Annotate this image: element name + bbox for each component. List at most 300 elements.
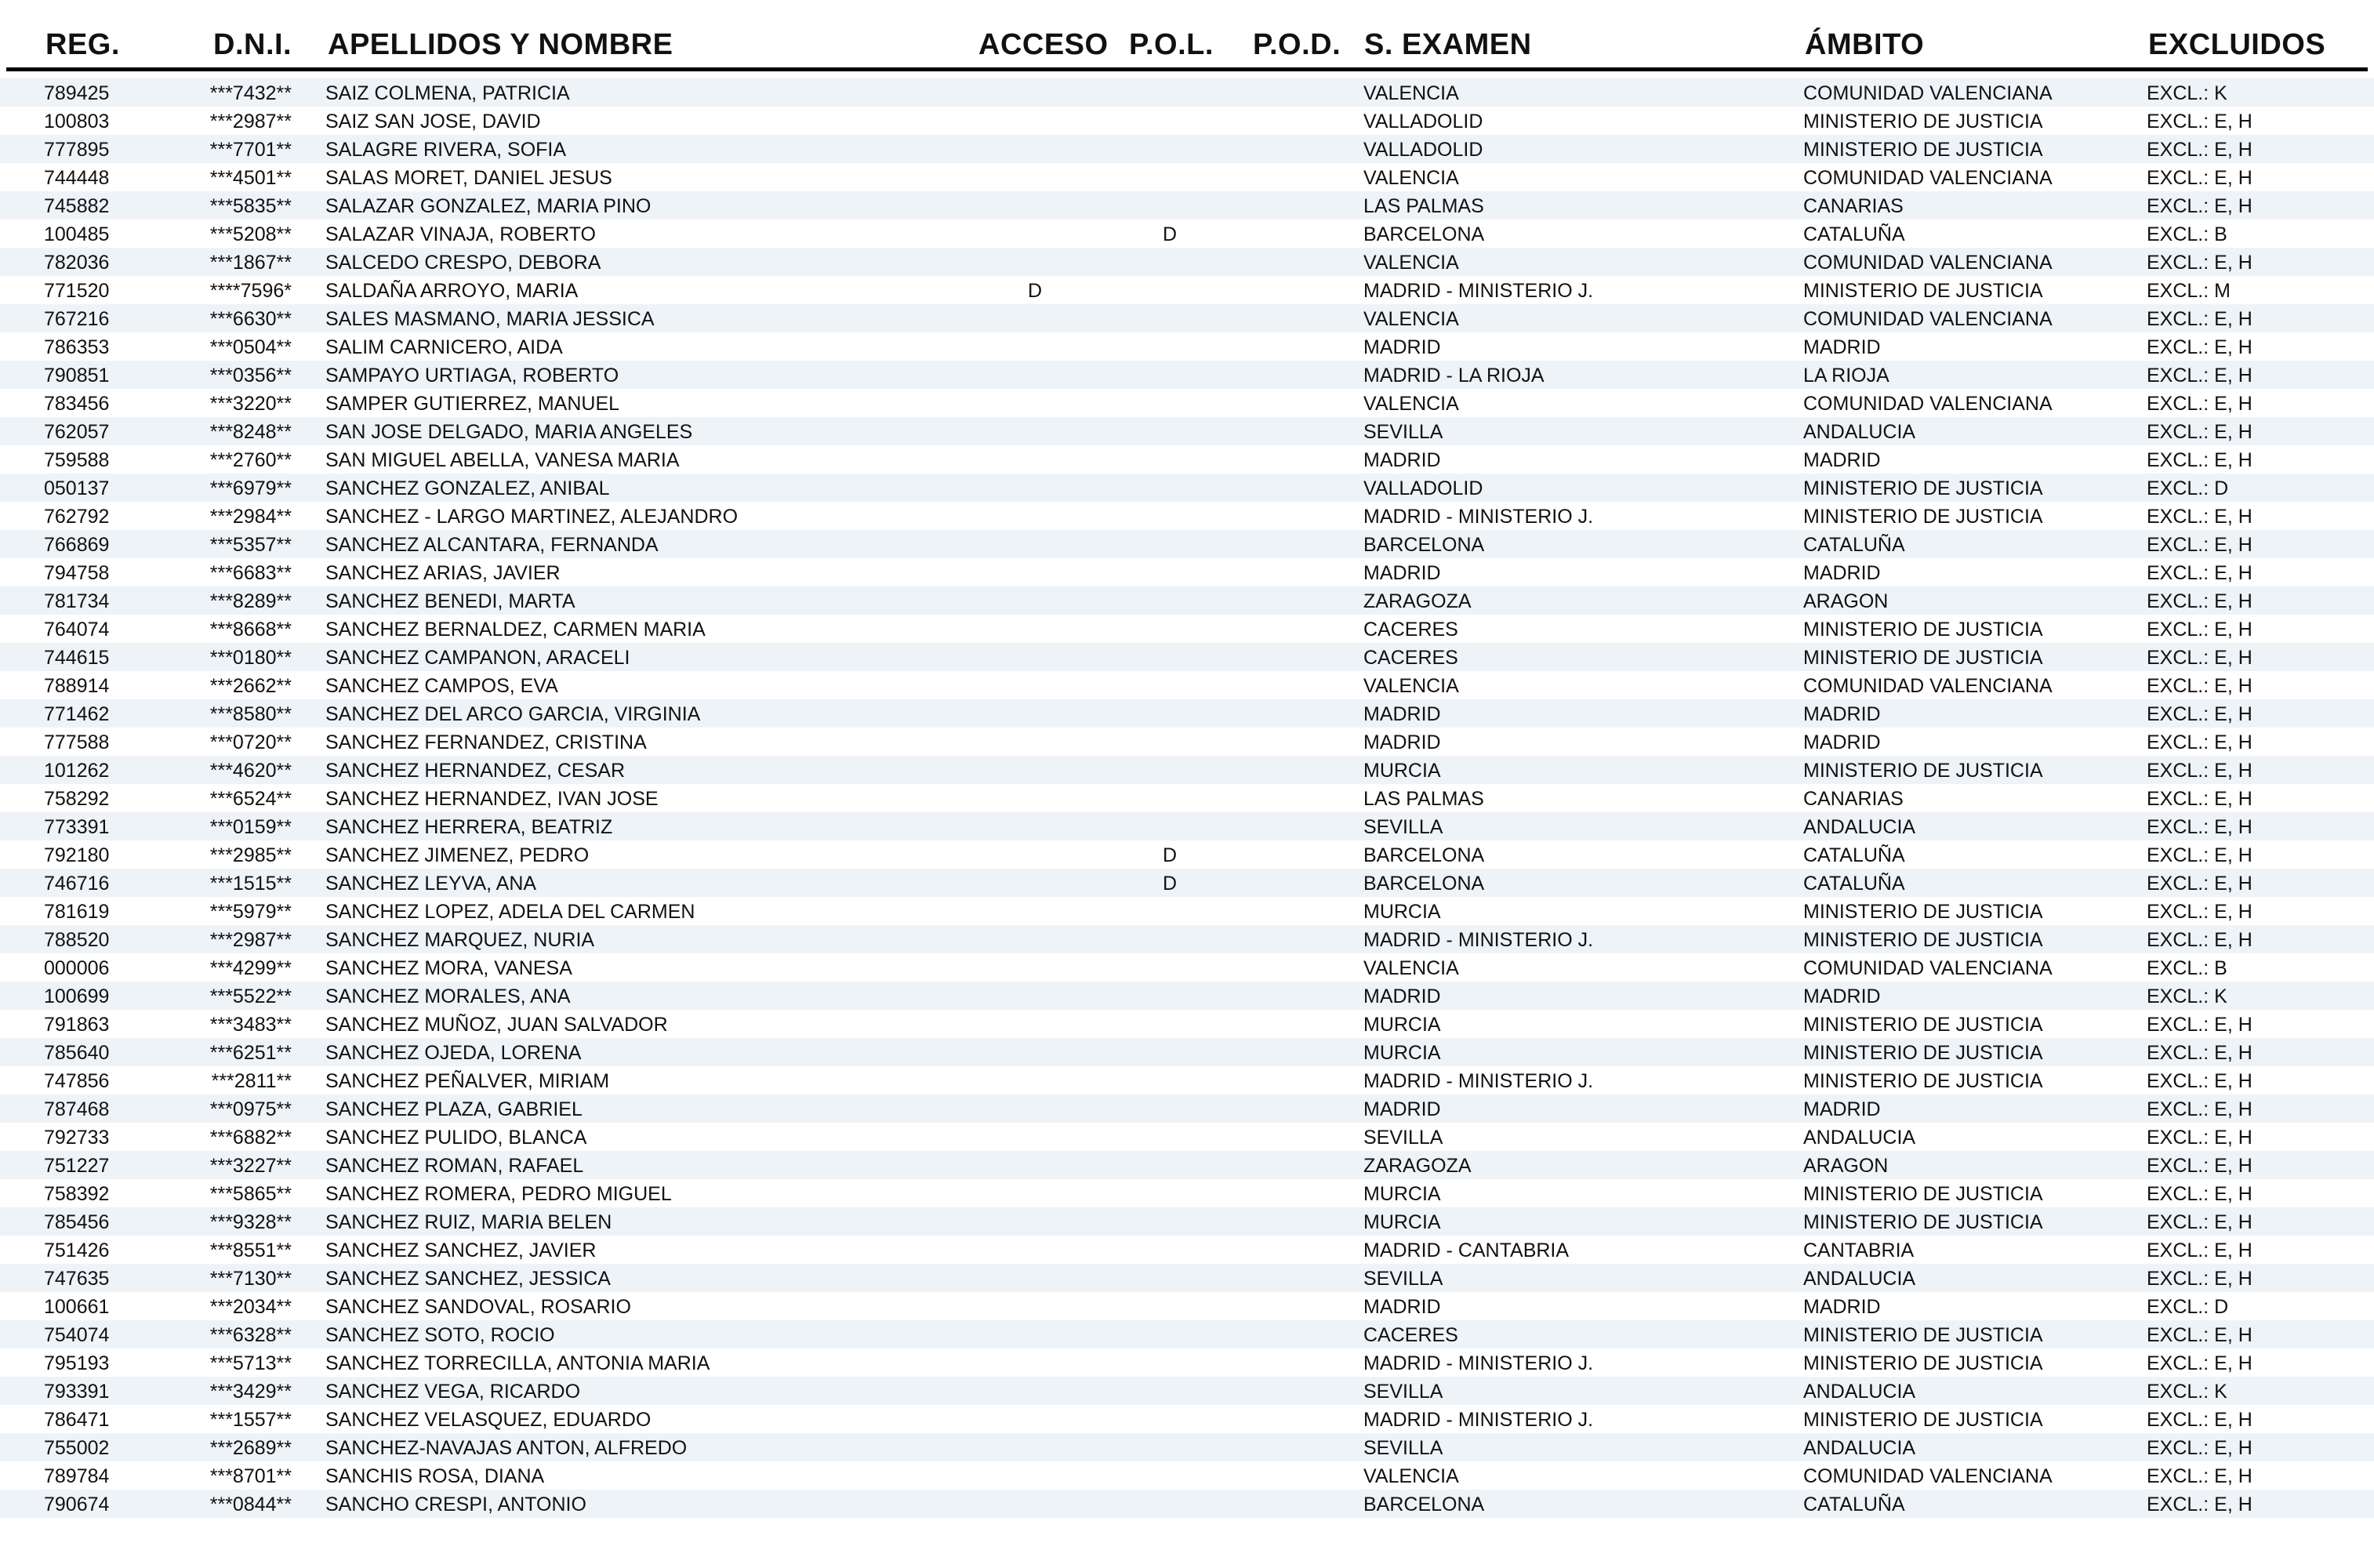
cell-ambito: MINISTERIO DE JUSTICIA bbox=[1803, 901, 2043, 923]
cell-excluidos: EXCL.: E, H bbox=[2147, 1324, 2252, 1346]
cell-dni: ***0844** bbox=[209, 1494, 292, 1515]
cell-ambito: CATALUÑA bbox=[1803, 873, 1905, 895]
cell-reg: 747635 bbox=[44, 1268, 110, 1290]
table-row bbox=[0, 78, 2374, 107]
cell-examen: SEVILLA bbox=[1363, 816, 1443, 838]
cell-examen: BARCELONA bbox=[1363, 873, 1485, 895]
table-row bbox=[0, 1264, 2374, 1292]
cell-reg: 789784 bbox=[44, 1465, 110, 1487]
header-examen: S. EXAMEN bbox=[1364, 28, 1532, 61]
cell-excluidos: EXCL.: E, H bbox=[2147, 506, 2252, 528]
cell-excluidos: EXCL.: E, H bbox=[2147, 336, 2252, 358]
cell-reg: 744615 bbox=[44, 647, 110, 669]
cell-ambito: MADRID bbox=[1803, 703, 1881, 725]
cell-dni: ***7701** bbox=[209, 139, 292, 161]
cell-excluidos: EXCL.: E, H bbox=[2147, 393, 2252, 415]
cell-dni: ***5208** bbox=[209, 223, 292, 245]
cell-dni: ***2985** bbox=[209, 844, 292, 866]
table-row bbox=[0, 1405, 2374, 1433]
cell-excluidos: EXCL.: E, H bbox=[2147, 365, 2252, 387]
cell-reg: 050137 bbox=[44, 477, 110, 499]
cell-dni: ***8668** bbox=[209, 619, 292, 641]
cell-ambito: CANARIAS bbox=[1803, 195, 1904, 217]
table-row bbox=[0, 1461, 2374, 1490]
header-divider bbox=[6, 67, 2368, 71]
cell-excluidos: EXCL.: E, H bbox=[2147, 1098, 2252, 1120]
cell-name: SANCHEZ HERRERA, BEATRIZ bbox=[325, 816, 613, 838]
cell-name: SANCHEZ LOPEZ, ADELA DEL CARMEN bbox=[325, 901, 695, 923]
cell-dni: ***3227** bbox=[209, 1155, 292, 1177]
cell-name: SANCHEZ MARQUEZ, NURIA bbox=[325, 929, 595, 951]
cell-examen: MURCIA bbox=[1363, 1183, 1441, 1205]
cell-examen: VALENCIA bbox=[1363, 393, 1459, 415]
cell-examen: BARCELONA bbox=[1363, 844, 1485, 866]
cell-ambito: MADRID bbox=[1803, 985, 1881, 1007]
cell-reg: 790851 bbox=[44, 365, 110, 387]
cell-excluidos: EXCL.: E, H bbox=[2147, 421, 2252, 443]
cell-examen: VALENCIA bbox=[1363, 308, 1459, 330]
cell-ambito: MINISTERIO DE JUSTICIA bbox=[1803, 477, 2043, 499]
cell-examen: MURCIA bbox=[1363, 1211, 1441, 1233]
cell-examen: MADRID bbox=[1363, 336, 1441, 358]
cell-dni: ***8551** bbox=[209, 1240, 292, 1261]
cell-excluidos: EXCL.: E, H bbox=[2147, 929, 2252, 951]
cell-reg: 786353 bbox=[44, 336, 110, 358]
table-row bbox=[0, 756, 2374, 784]
cell-reg: 786471 bbox=[44, 1409, 110, 1431]
cell-dni: ***2987** bbox=[209, 111, 292, 132]
header-reg: REG. bbox=[45, 28, 120, 61]
cell-name: SANCHEZ PULIDO, BLANCA bbox=[325, 1127, 587, 1149]
cell-excluidos: EXCL.: E, H bbox=[2147, 675, 2252, 697]
cell-name: SALDAÑA ARROYO, MARIA bbox=[325, 280, 579, 302]
cell-excluidos: EXCL.: E, H bbox=[2147, 619, 2252, 641]
cell-name: SANCHEZ JIMENEZ, PEDRO bbox=[325, 844, 590, 866]
cell-excluidos: EXCL.: E, H bbox=[2147, 1465, 2252, 1487]
table-row bbox=[0, 389, 2374, 417]
cell-excluidos: EXCL.: E, H bbox=[2147, 760, 2252, 782]
cell-examen: VALLADOLID bbox=[1363, 111, 1483, 132]
cell-ambito: ANDALUCIA bbox=[1803, 816, 1916, 838]
cell-reg: 792733 bbox=[44, 1127, 110, 1149]
cell-excluidos: EXCL.: E, H bbox=[2147, 816, 2252, 838]
cell-ambito: ARAGON bbox=[1803, 590, 1889, 612]
cell-name: SANCHEZ - LARGO MARTINEZ, ALEJANDRO bbox=[325, 506, 739, 528]
cell-excluidos: EXCL.: K bbox=[2147, 1381, 2227, 1403]
cell-dni: ***5522** bbox=[209, 985, 292, 1007]
cell-ambito: COMUNIDAD VALENCIANA bbox=[1803, 675, 2053, 697]
cell-excluidos: EXCL.: E, H bbox=[2147, 195, 2252, 217]
table-row bbox=[0, 1066, 2374, 1094]
cell-name: SAIZ COLMENA, PATRICIA bbox=[325, 82, 570, 104]
cell-ambito: COMUNIDAD VALENCIANA bbox=[1803, 393, 2053, 415]
header-dni: D.N.I. bbox=[213, 28, 292, 61]
cell-dni: ***3429** bbox=[209, 1381, 292, 1403]
cell-dni: ***0975** bbox=[209, 1098, 292, 1120]
cell-examen: MURCIA bbox=[1363, 901, 1441, 923]
cell-name: SALIM CARNICERO, AIDA bbox=[325, 336, 563, 358]
cell-excluidos: EXCL.: E, H bbox=[2147, 1127, 2252, 1149]
cell-name: SANCHEZ CAMPOS, EVA bbox=[325, 675, 558, 697]
table-row bbox=[0, 982, 2374, 1010]
cell-reg: 785640 bbox=[44, 1042, 110, 1064]
cell-reg: 766869 bbox=[44, 534, 110, 556]
cell-ambito: ANDALUCIA bbox=[1803, 1127, 1916, 1149]
cell-reg: 787468 bbox=[44, 1098, 110, 1120]
cell-dni: ****7596* bbox=[209, 280, 292, 302]
cell-excluidos: EXCL.: E, H bbox=[2147, 139, 2252, 161]
cell-name: SANCHEZ ROMERA, PEDRO MIGUEL bbox=[325, 1183, 672, 1205]
cell-excluidos: EXCL.: E, H bbox=[2147, 562, 2252, 584]
cell-dni: ***4620** bbox=[209, 760, 292, 782]
cell-dni: ***9328** bbox=[209, 1211, 292, 1233]
cell-excluidos: EXCL.: E, H bbox=[2147, 1268, 2252, 1290]
cell-reg: 755002 bbox=[44, 1437, 110, 1459]
cell-ambito: MINISTERIO DE JUSTICIA bbox=[1803, 506, 2043, 528]
cell-dni: ***6979** bbox=[209, 477, 292, 499]
cell-ambito: CATALUÑA bbox=[1803, 1494, 1905, 1515]
cell-excluidos: EXCL.: E, H bbox=[2147, 534, 2252, 556]
cell-examen: MURCIA bbox=[1363, 1042, 1441, 1064]
cell-dni: ***2987** bbox=[209, 929, 292, 951]
cell-examen: MADRID bbox=[1363, 985, 1441, 1007]
cell-examen: BARCELONA bbox=[1363, 534, 1485, 556]
cell-examen: VALENCIA bbox=[1363, 1465, 1459, 1487]
cell-examen: MADRID bbox=[1363, 731, 1441, 753]
cell-dni: ***2662** bbox=[209, 675, 292, 697]
table-row bbox=[0, 1490, 2374, 1518]
cell-reg: 790674 bbox=[44, 1494, 110, 1515]
cell-examen: MADRID bbox=[1363, 449, 1441, 471]
cell-ambito: MINISTERIO DE JUSTICIA bbox=[1803, 1042, 2043, 1064]
cell-reg: 744448 bbox=[44, 167, 110, 189]
cell-ambito: ANDALUCIA bbox=[1803, 1437, 1916, 1459]
cell-name: SALAGRE RIVERA, SOFIA bbox=[325, 139, 567, 161]
cell-examen: MADRID - MINISTERIO J. bbox=[1363, 1352, 1594, 1374]
cell-dni: ***1867** bbox=[209, 252, 292, 274]
cell-examen: SEVILLA bbox=[1363, 1437, 1443, 1459]
cell-reg: 100699 bbox=[44, 985, 110, 1007]
cell-examen: CACERES bbox=[1363, 1324, 1458, 1346]
table-header bbox=[0, 22, 2374, 64]
cell-examen: SEVILLA bbox=[1363, 421, 1443, 443]
cell-excluidos: EXCL.: E, H bbox=[2147, 308, 2252, 330]
cell-reg: 783456 bbox=[44, 393, 110, 415]
cell-name: SANCHEZ FERNANDEZ, CRISTINA bbox=[325, 731, 647, 753]
cell-examen: MADRID bbox=[1363, 1296, 1441, 1318]
cell-examen: MADRID bbox=[1363, 1098, 1441, 1120]
cell-ambito: ANDALUCIA bbox=[1803, 421, 1916, 443]
table-row bbox=[0, 1292, 2374, 1320]
cell-excluidos: EXCL.: E, H bbox=[2147, 703, 2252, 725]
cell-reg: 781619 bbox=[44, 901, 110, 923]
table-row bbox=[0, 728, 2374, 756]
cell-examen: VALENCIA bbox=[1363, 167, 1459, 189]
table-row bbox=[0, 558, 2374, 586]
table-row bbox=[0, 1010, 2374, 1038]
cell-dni: ***0356** bbox=[209, 365, 292, 387]
table-row bbox=[0, 784, 2374, 812]
cell-dni: ***6251** bbox=[209, 1042, 292, 1064]
cell-excluidos: EXCL.: E, H bbox=[2147, 1211, 2252, 1233]
cell-reg: 762792 bbox=[44, 506, 110, 528]
cell-examen: MADRID - MINISTERIO J. bbox=[1363, 280, 1594, 302]
cell-excluidos: EXCL.: E, H bbox=[2147, 1183, 2252, 1205]
cell-examen: SEVILLA bbox=[1363, 1381, 1443, 1403]
cell-dni: ***5713** bbox=[209, 1352, 292, 1374]
cell-reg: 777895 bbox=[44, 139, 110, 161]
table-row bbox=[0, 1207, 2374, 1236]
cell-reg: 745882 bbox=[44, 195, 110, 217]
cell-examen: BARCELONA bbox=[1363, 1494, 1485, 1515]
cell-name: SANCHIS ROSA, DIANA bbox=[325, 1465, 545, 1487]
cell-reg: 100485 bbox=[44, 223, 110, 245]
cell-reg: 771462 bbox=[44, 703, 110, 725]
cell-reg: 764074 bbox=[44, 619, 110, 641]
table-body bbox=[0, 78, 2374, 1518]
cell-name: SALAZAR GONZALEZ, MARIA PINO bbox=[325, 195, 652, 217]
cell-ambito: MINISTERIO DE JUSTICIA bbox=[1803, 139, 2043, 161]
table-row bbox=[0, 361, 2374, 389]
cell-pol: D bbox=[1162, 844, 1178, 866]
cell-excluidos: EXCL.: D bbox=[2147, 1296, 2229, 1318]
cell-ambito: COMUNIDAD VALENCIANA bbox=[1803, 957, 2053, 979]
cell-name: SALES MASMANO, MARIA JESSICA bbox=[325, 308, 655, 330]
cell-examen: MURCIA bbox=[1363, 760, 1441, 782]
cell-examen: ZARAGOZA bbox=[1363, 1155, 1472, 1177]
cell-reg: 789425 bbox=[44, 82, 110, 104]
cell-name: SANCHEZ MORA, VANESA bbox=[325, 957, 572, 979]
cell-name: SANCHEZ TORRECILLA, ANTONIA MARIA bbox=[325, 1352, 710, 1374]
cell-dni: ***1515** bbox=[209, 873, 292, 895]
cell-ambito: MINISTERIO DE JUSTICIA bbox=[1803, 647, 2043, 669]
cell-dni: ***4299** bbox=[209, 957, 292, 979]
cell-excluidos: EXCL.: E, H bbox=[2147, 111, 2252, 132]
cell-ambito: MINISTERIO DE JUSTICIA bbox=[1803, 1324, 2043, 1346]
cell-dni: ***0504** bbox=[209, 336, 292, 358]
cell-examen: MADRID - LA RIOJA bbox=[1363, 365, 1545, 387]
cell-examen: VALLADOLID bbox=[1363, 139, 1483, 161]
cell-name: SANCHEZ MORALES, ANA bbox=[325, 985, 571, 1007]
table-row bbox=[0, 107, 2374, 135]
cell-dni: ***6683** bbox=[209, 562, 292, 584]
cell-excluidos: EXCL.: E, H bbox=[2147, 788, 2252, 810]
table-row bbox=[0, 1038, 2374, 1066]
table-row bbox=[0, 1151, 2374, 1179]
cell-dni: ***8580** bbox=[209, 703, 292, 725]
table-row bbox=[0, 925, 2374, 953]
cell-examen: MADRID bbox=[1363, 703, 1441, 725]
cell-name: SANCHEZ PLAZA, GABRIEL bbox=[325, 1098, 583, 1120]
cell-excluidos: EXCL.: B bbox=[2147, 223, 2227, 245]
cell-reg: 782036 bbox=[44, 252, 110, 274]
table-row bbox=[0, 1179, 2374, 1207]
cell-excluidos: EXCL.: M bbox=[2147, 280, 2231, 302]
cell-name: SANCHEZ HERNANDEZ, CESAR bbox=[325, 760, 625, 782]
cell-excluidos: EXCL.: E, H bbox=[2147, 590, 2252, 612]
cell-name: SANCHEZ CAMPANON, ARACELI bbox=[325, 647, 630, 669]
table-row bbox=[0, 1123, 2374, 1151]
cell-examen: VALENCIA bbox=[1363, 82, 1459, 104]
cell-ambito: MADRID bbox=[1803, 1098, 1881, 1120]
cell-name: SALAZAR VINAJA, ROBERTO bbox=[325, 223, 597, 245]
cell-dni: ***2760** bbox=[209, 449, 292, 471]
table-row bbox=[0, 953, 2374, 982]
cell-name: SANCHEZ SANCHEZ, JESSICA bbox=[325, 1268, 611, 1290]
cell-excluidos: EXCL.: E, H bbox=[2147, 731, 2252, 753]
cell-name: SANCHEZ DEL ARCO GARCIA, VIRGINIA bbox=[325, 703, 701, 725]
cell-examen: MADRID bbox=[1363, 562, 1441, 584]
cell-reg: 751426 bbox=[44, 1240, 110, 1261]
cell-dni: ***0720** bbox=[209, 731, 292, 753]
table-row bbox=[0, 1320, 2374, 1348]
cell-name: SAMPER GUTIERREZ, MANUEL bbox=[325, 393, 620, 415]
cell-ambito: ANDALUCIA bbox=[1803, 1268, 1916, 1290]
cell-dni: ***0180** bbox=[209, 647, 292, 669]
cell-name: SANCHEZ VEGA, RICARDO bbox=[325, 1381, 581, 1403]
cell-name: SANCHEZ SANDOVAL, ROSARIO bbox=[325, 1296, 631, 1318]
cell-reg: 751227 bbox=[44, 1155, 110, 1177]
cell-ambito: MINISTERIO DE JUSTICIA bbox=[1803, 1070, 2043, 1092]
cell-excluidos: EXCL.: E, H bbox=[2147, 1042, 2252, 1064]
header-acceso: ACCESO bbox=[978, 28, 1109, 61]
cell-excluidos: EXCL.: E, H bbox=[2147, 844, 2252, 866]
cell-dni: ***8248** bbox=[209, 421, 292, 443]
table-row bbox=[0, 812, 2374, 840]
cell-examen: MADRID - CANTABRIA bbox=[1363, 1240, 1570, 1261]
table-row bbox=[0, 586, 2374, 615]
cell-dni: ***1557** bbox=[209, 1409, 292, 1431]
cell-ambito: COMUNIDAD VALENCIANA bbox=[1803, 252, 2053, 274]
cell-dni: ***0159** bbox=[209, 816, 292, 838]
table-row bbox=[0, 191, 2374, 220]
cell-name: SANCHEZ SANCHEZ, JAVIER bbox=[325, 1240, 597, 1261]
cell-name: SANCHEZ BERNALDEZ, CARMEN MARIA bbox=[325, 619, 706, 641]
table-row bbox=[0, 276, 2374, 304]
table-row bbox=[0, 671, 2374, 699]
cell-excluidos: EXCL.: B bbox=[2147, 957, 2227, 979]
cell-ambito: MINISTERIO DE JUSTICIA bbox=[1803, 111, 2043, 132]
cell-reg: 777588 bbox=[44, 731, 110, 753]
cell-name: SANCHEZ HERNANDEZ, IVAN JOSE bbox=[325, 788, 659, 810]
cell-dni: ***2689** bbox=[209, 1437, 292, 1459]
cell-reg: 767216 bbox=[44, 308, 110, 330]
cell-ambito: CATALUÑA bbox=[1803, 534, 1905, 556]
cell-name: SAN MIGUEL ABELLA, VANESA MARIA bbox=[325, 449, 680, 471]
cell-excluidos: EXCL.: D bbox=[2147, 477, 2229, 499]
cell-acceso: D bbox=[1027, 280, 1043, 302]
header-ambito: ÁMBITO bbox=[1805, 28, 1925, 61]
cell-name: SANCHEZ PEÑALVER, MIRIAM bbox=[325, 1070, 610, 1092]
cell-ambito: CANTABRIA bbox=[1803, 1240, 1915, 1261]
cell-name: SANCHEZ LEYVA, ANA bbox=[325, 873, 537, 895]
cell-dni: ***3483** bbox=[209, 1014, 292, 1036]
cell-name: SANCHEZ BENEDI, MARTA bbox=[325, 590, 575, 612]
cell-excluidos: EXCL.: E, H bbox=[2147, 449, 2252, 471]
cell-reg: 781734 bbox=[44, 590, 110, 612]
cell-name: SALCEDO CRESPO, DEBORA bbox=[325, 252, 601, 274]
cell-name: SANCHEZ GONZALEZ, ANIBAL bbox=[325, 477, 610, 499]
cell-name: SAMPAYO URTIAGA, ROBERTO bbox=[325, 365, 619, 387]
cell-examen: CACERES bbox=[1363, 647, 1458, 669]
cell-reg: 100661 bbox=[44, 1296, 110, 1318]
cell-reg: 758292 bbox=[44, 788, 110, 810]
cell-reg: 747856 bbox=[44, 1070, 110, 1092]
cell-dni: ***2034** bbox=[209, 1296, 292, 1318]
cell-examen: MADRID - MINISTERIO J. bbox=[1363, 1409, 1594, 1431]
cell-name: SANCHEZ SOTO, ROCIO bbox=[325, 1324, 555, 1346]
cell-ambito: MINISTERIO DE JUSTICIA bbox=[1803, 1352, 2043, 1374]
cell-pol: D bbox=[1162, 873, 1178, 895]
cell-ambito: MADRID bbox=[1803, 731, 1881, 753]
cell-ambito: ARAGON bbox=[1803, 1155, 1889, 1177]
table-row bbox=[0, 615, 2374, 643]
cell-dni: ***8701** bbox=[209, 1465, 292, 1487]
cell-name: SANCHEZ-NAVAJAS ANTON, ALFREDO bbox=[325, 1437, 688, 1459]
table-row bbox=[0, 897, 2374, 925]
cell-excluidos: EXCL.: E, H bbox=[2147, 1494, 2252, 1515]
table-row bbox=[0, 474, 2374, 502]
table-row bbox=[0, 417, 2374, 445]
table-row bbox=[0, 304, 2374, 332]
cell-dni: ***7130** bbox=[209, 1268, 292, 1290]
cell-examen: VALLADOLID bbox=[1363, 477, 1483, 499]
table-row bbox=[0, 163, 2374, 191]
cell-dni: ***6882** bbox=[209, 1127, 292, 1149]
cell-excluidos: EXCL.: E, H bbox=[2147, 647, 2252, 669]
table-row bbox=[0, 502, 2374, 530]
cell-examen: BARCELONA bbox=[1363, 223, 1485, 245]
cell-dni: ***6524** bbox=[209, 788, 292, 810]
cell-ambito: ANDALUCIA bbox=[1803, 1381, 1916, 1403]
cell-ambito: MINISTERIO DE JUSTICIA bbox=[1803, 1183, 2043, 1205]
table-row bbox=[0, 332, 2374, 361]
cell-examen: ZARAGOZA bbox=[1363, 590, 1472, 612]
cell-reg: 791863 bbox=[44, 1014, 110, 1036]
cell-examen: MADRID - MINISTERIO J. bbox=[1363, 506, 1594, 528]
cell-dni: ***3220** bbox=[209, 393, 292, 415]
cell-reg: 746716 bbox=[44, 873, 110, 895]
table-row bbox=[0, 643, 2374, 671]
table-row bbox=[0, 135, 2374, 163]
cell-dni: ***6328** bbox=[209, 1324, 292, 1346]
cell-ambito: MINISTERIO DE JUSTICIA bbox=[1803, 280, 2043, 302]
cell-ambito: MINISTERIO DE JUSTICIA bbox=[1803, 1409, 2043, 1431]
cell-dni: ***5835** bbox=[209, 195, 292, 217]
cell-dni: ***5865** bbox=[209, 1183, 292, 1205]
cell-reg: 100803 bbox=[44, 111, 110, 132]
cell-reg: 754074 bbox=[44, 1324, 110, 1346]
cell-excluidos: EXCL.: E, H bbox=[2147, 1437, 2252, 1459]
header-pod: P.O.D. bbox=[1253, 28, 1341, 61]
cell-reg: 793391 bbox=[44, 1381, 110, 1403]
cell-reg: 788520 bbox=[44, 929, 110, 951]
table-row bbox=[0, 1377, 2374, 1405]
cell-ambito: MINISTERIO DE JUSTICIA bbox=[1803, 619, 2043, 641]
cell-examen: SEVILLA bbox=[1363, 1268, 1443, 1290]
table-row bbox=[0, 220, 2374, 248]
cell-excluidos: EXCL.: E, H bbox=[2147, 252, 2252, 274]
cell-name: SANCHEZ VELASQUEZ, EDUARDO bbox=[325, 1409, 652, 1431]
cell-name: SANCHO CRESPI, ANTONIO bbox=[325, 1494, 586, 1515]
cell-reg: 785456 bbox=[44, 1211, 110, 1233]
cell-ambito: MADRID bbox=[1803, 336, 1881, 358]
header-excluidos: EXCLUIDOS bbox=[2148, 28, 2326, 61]
cell-ambito: MADRID bbox=[1803, 1296, 1881, 1318]
table-row bbox=[0, 445, 2374, 474]
cell-name: SAIZ SAN JOSE, DAVID bbox=[325, 111, 541, 132]
cell-excluidos: EXCL.: E, H bbox=[2147, 873, 2252, 895]
